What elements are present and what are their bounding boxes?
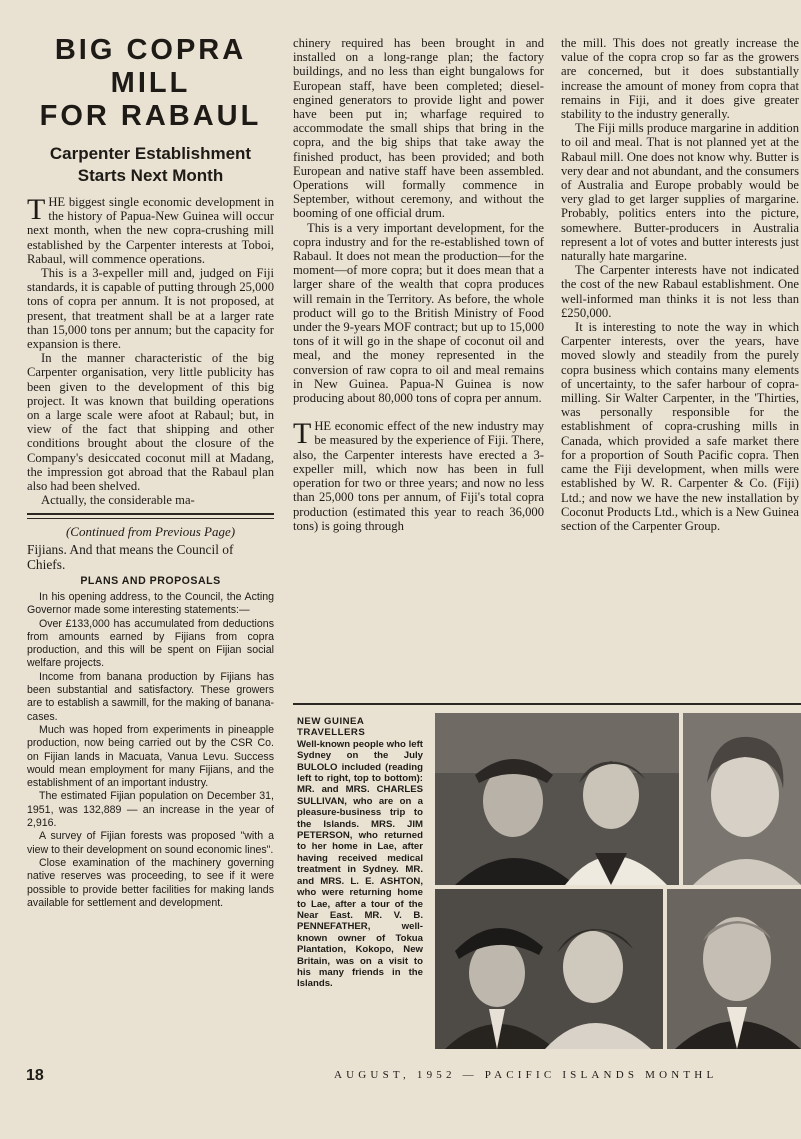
paragraph: Income from banana production by Fijians has been substantial and satisfactory. These growers are to establish a sawmill, for the making of banana-cases. xyxy=(27,670,274,723)
plans-heading: PLANS AND PROPOSALS xyxy=(80,574,221,587)
section-rule-thin xyxy=(27,518,274,519)
page-footer xyxy=(0,1067,801,1087)
drop-cap: T xyxy=(27,193,46,226)
paragraph: This is a very important development, for the copra industry and for the re-established town of Rabaul. It does not mean the production—for the moment—of more copra; but it does mean that a larger share of the wealth that copra produces will remain in the Territory. As before, the whole product will go to the British Ministry of Food under the 9-years MOF contract; but up to 15,000 tons of it will go in the shape of coconut oil and meal, and the money represented in the conversion of raw copra to oil and meal remains in New Guinea. Papua-N Guinea is now producing about 80,000 tons of copra per annum. xyxy=(293,220,544,406)
article-column-3 xyxy=(561,36,799,533)
paragraph: Close examination of the machinery governing native reserves was proceeding, to see if it were possible to provide better facilities for making lands available for settlement and development. xyxy=(27,856,274,909)
photo-peterson xyxy=(683,713,801,885)
plans-section xyxy=(27,575,274,910)
photo-ashton xyxy=(435,889,663,1049)
headline-line-2: FOR RABAUL xyxy=(39,100,262,132)
paragraph: It is interesting to note the way in which Carpenter interests, over the years, have moved slowly and steadily from the purely copra business which contains many elements of uncertainty, to the safer harbour of copra-milling. Sir Walter Carpenter, in the 'Thirties, was personally responsible for the establishment of copra-crushing mills in Canada, which provided a safe market there for a proportion of South Pacific copra. Then came the Fiji development, when mills were established by W. R. Carpenter & Co. (Fiji) Ltd.; and now we have the new installation by Coconut Products Ltd., which is a New Guinea section of the Carpenter Group. xyxy=(561,320,799,533)
caption-title: NEW GUINEA TRAVELLERS xyxy=(297,716,366,739)
photo-pennefather xyxy=(667,889,801,1049)
paragraph: THE biggest single economic development in the history of Papua-New Guinea will occur next month, when the new copra-crushing mill established by the Carpenter interests at Toboi, Rabaul, will commence operations. xyxy=(27,193,274,266)
paragraph: the mill. This does not greatly increase the value of the copra crop so far as the growers are concerned, but it does substantially increase the amount of money from copra that remains in Fiji, and it does give greater stability to the industry generally. xyxy=(561,36,799,122)
paragraph: chinery required has been brought in and installed on a long-range plan; the factory buildings, and no less than eight bungalows for European staff, have been completed; diesel-engined generators to provide light and power have been put in; wharfage required to accommodate the small ships that bring in the copra, and the big ships that take away the finished product, has been provided; and both European and native staff have been assembled. Operations will formally commence in September, without ceremony, and without the booming of one official drum. xyxy=(293,36,544,221)
drop-cap: T xyxy=(293,417,312,451)
paragraph: The Carpenter interests have not indicated the cost of the new Rabaul establishment. One well-informed man thinks it is not less than £250,000. xyxy=(561,263,799,320)
paragraph: In the manner characteristic of the big Carpenter organisation, very little publicity has been given to the development of this big project. It was known that building operations on a large scale were afoot at Rabaul; but, in view of the fact that shipping and other conditions brought about the closure of the Company's desiccated coconut mill at Madang, the impression got abroad that the Rabaul plan also had been shelved. xyxy=(27,351,274,494)
article-column-1 xyxy=(27,34,274,910)
paragraph: This is a 3-expeller mill and, judged on Fiji standards, it is capable of putting through 25,000 tons of copra per annum. It is not proposed, at present, that treatment shall be at a larger rate than 15,000 tons per annum; but the capacity for expansion is there. xyxy=(27,266,274,352)
photo-section-rule xyxy=(293,703,801,705)
headline-line-1: BIG COPRA MILL xyxy=(54,34,247,99)
subheadline xyxy=(27,143,274,187)
paragraph: Over £133,000 has accumulated from deductions from amounts earned by Fijians from copra production, and this will be spent on Fijian social welfare projects. xyxy=(27,617,274,670)
subheadline-line-2: Starts Next Month xyxy=(77,166,224,185)
paragraph: In his opening address, to the Council, the Acting Governor made some interesting statements:— xyxy=(27,590,274,617)
continued-lead: Fijians. And that means the Council of Chiefs. xyxy=(27,541,234,572)
photo-caption xyxy=(297,716,423,990)
paragraph: Much was hoped from experiments in pineapple production, now being carried out by the CSR Co. on Fijian lands in Macuata, Vanua Levu. Success would mean employment for many Fijians, and the establishment of an important industry. xyxy=(27,723,274,790)
section-rule xyxy=(27,513,274,515)
paragraph: A survey of Fijian forests was proposed "with a view to their development on sound economic lines". xyxy=(27,830,274,856)
paragraph: Actually, the considerable ma- xyxy=(41,493,195,508)
paragraph: THE economic effect of the new industry may be measured by the experience of Fiji. There, also, the Carpenter interests have erected a 3-expeller mill, which now has been in full operation for two or three years; and now no less than 25,000 tons per annum, of Fiji's total copra production (estimated this year to reach 36,000 tons) is going through xyxy=(293,417,544,533)
continued-label: (Continued from Previous Page) xyxy=(65,524,236,540)
journal-title: AUGUST, 1952 — PACIFIC ISLANDS MONTHL xyxy=(334,1069,718,1081)
paragraph: The estimated Fijian population on December 31, 1951, was 132,889 — an increase in the year of 2,916. xyxy=(27,790,274,830)
subheadline-line-1: Carpenter Establishment xyxy=(49,144,252,163)
article-column-2 xyxy=(293,36,544,533)
paragraph: The Fiji mills produce margarine in addition to oil and meal. That is not planned yet at the Rabaul mill. One does not know why. Butter is very dear and not abundant, and the consumers of Australia and Europe probably would be very glad to get larger supplies of margarine. Probably, politics enters into the picture, somewhere. Butter-producers in Australia represent a lot of votes and butter interests just naturally hate margarine. xyxy=(561,121,799,264)
page-number: 18 xyxy=(26,1067,44,1084)
photo-sullivan xyxy=(435,713,679,885)
caption-text: Well-known people who left Sydney on the July BULOLO included (reading left to right, top to bottom): MR. and MRS. CHARLES SULLIVAN, who are on a pleasure-business trip to the Islands. MRS. JIM PETERSON, who returned to her home in Lae, after having received medical treatment in Sydney. MR. and MRS. L. E. ASHTON, who were returning home to Lae, after a tour of the Near East. MR. V. B. PENNEFATHER, well-known owner of Tokua Plantation, Kokopo, New Britain, was on a visit to his many friends in the Islands. xyxy=(297,738,423,990)
